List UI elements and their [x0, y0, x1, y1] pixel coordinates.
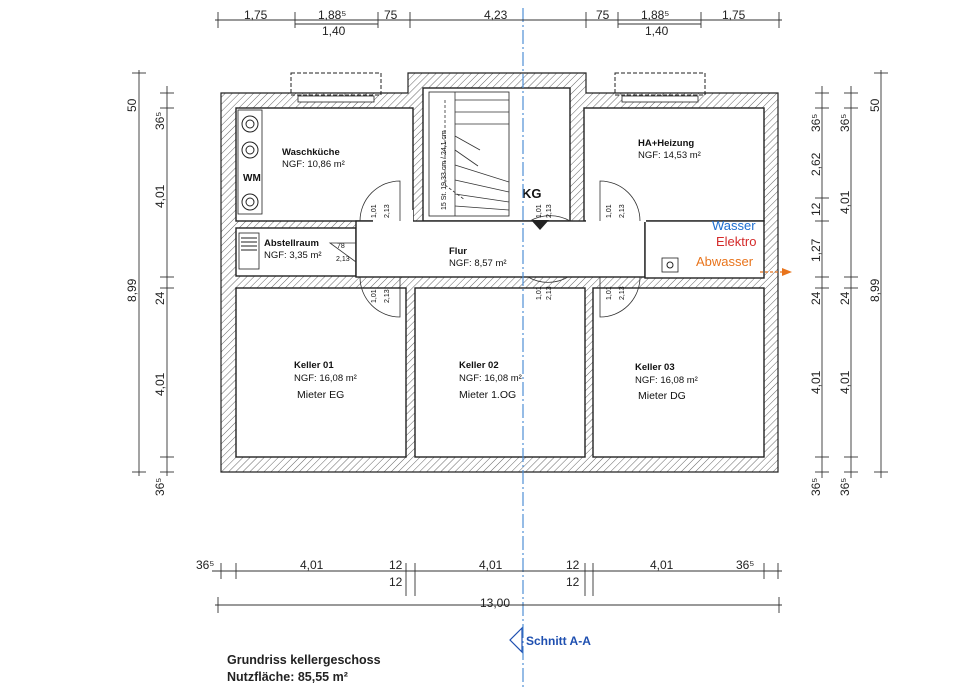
svg-text:36⁵: 36⁵ — [838, 477, 852, 496]
utility-wasser: Wasser — [712, 218, 756, 233]
svg-text:50: 50 — [868, 98, 882, 112]
dimensions-left — [125, 70, 174, 496]
svg-text:24: 24 — [153, 291, 167, 305]
svg-text:2,13: 2,13 — [546, 286, 553, 300]
svg-text:4,01: 4,01 — [650, 558, 674, 572]
arrow-right-icon — [782, 268, 792, 276]
svg-text:2,62: 2,62 — [809, 152, 823, 176]
section-arrow-icon — [510, 628, 522, 652]
svg-text:1,01: 1,01 — [371, 204, 378, 218]
utility-elektro: Elektro — [716, 234, 757, 249]
washing-machine-icon: WM — [243, 173, 261, 184]
svg-text:13,00: 13,00 — [480, 596, 511, 610]
svg-text:1,40: 1,40 — [645, 24, 669, 38]
room-area: NGF: 14,53 m² — [638, 150, 701, 161]
svg-text:36⁵: 36⁵ — [838, 113, 852, 132]
room-area: NGF: 16,08 m² — [294, 373, 357, 384]
room-area: NGF: 16,08 m² — [459, 373, 522, 384]
section-label: Schnitt A-A — [526, 634, 591, 648]
svg-text:1,01: 1,01 — [606, 286, 613, 300]
svg-text:2,13: 2,13 — [546, 204, 553, 218]
level-label: KG — [522, 186, 542, 201]
svg-text:12: 12 — [389, 558, 403, 572]
svg-text:4,23: 4,23 — [484, 8, 508, 22]
svg-text:12: 12 — [566, 558, 580, 572]
room-name: Waschküche — [282, 147, 340, 158]
utility-abwasser: Abwasser — [696, 254, 754, 269]
room-name: Keller 02 — [459, 360, 499, 371]
svg-text:2,13: 2,13 — [384, 204, 391, 218]
svg-text:4,01: 4,01 — [153, 184, 167, 208]
svg-text:1,40: 1,40 — [322, 24, 346, 38]
svg-text:1,01: 1,01 — [536, 204, 543, 218]
svg-text:2,13: 2,13 — [384, 289, 391, 303]
svg-text:4,01: 4,01 — [153, 372, 167, 396]
svg-text:4,01: 4,01 — [838, 370, 852, 394]
svg-text:4,01: 4,01 — [479, 558, 503, 572]
room-user: Mieter EG — [297, 389, 345, 401]
svg-text:1,01: 1,01 — [536, 286, 543, 300]
svg-text:4,01: 4,01 — [809, 370, 823, 394]
svg-text:75: 75 — [384, 8, 398, 22]
room-area: NGF: 8,57 m² — [449, 258, 507, 269]
svg-text:12: 12 — [566, 575, 580, 589]
svg-text:8,99: 8,99 — [868, 278, 882, 302]
svg-text:24: 24 — [838, 291, 852, 305]
svg-text:2,13: 2,13 — [336, 256, 350, 263]
room-keller-03 — [593, 288, 764, 457]
svg-text:4,01: 4,01 — [838, 190, 852, 214]
svg-text:75: 75 — [596, 8, 610, 22]
title-line-2: Nutzfläche: 85,55 m² — [227, 670, 348, 684]
svg-text:1,01: 1,01 — [606, 204, 613, 218]
title-line-1: Grundriss kellergeschoss — [227, 653, 381, 667]
plan-title — [227, 653, 381, 684]
room-name: Keller 03 — [635, 362, 675, 373]
room-name: Keller 01 — [294, 360, 334, 371]
svg-text:36⁵: 36⁵ — [153, 111, 167, 130]
dimensions-top — [215, 8, 782, 38]
svg-text:36⁵: 36⁵ — [809, 113, 823, 132]
svg-text:8,99: 8,99 — [125, 278, 139, 302]
svg-text:78: 78 — [337, 243, 345, 250]
room-user: Mieter DG — [638, 390, 686, 402]
svg-text:1,01: 1,01 — [371, 289, 378, 303]
svg-text:12: 12 — [809, 202, 823, 216]
svg-text:1,27: 1,27 — [809, 238, 823, 262]
room-name: HA+Heizung — [638, 138, 695, 149]
dimensions-bottom — [196, 558, 782, 613]
room-area: NGF: 3,35 m² — [264, 250, 322, 261]
svg-text:2,13: 2,13 — [619, 204, 626, 218]
svg-text:1,88⁵: 1,88⁵ — [318, 8, 347, 22]
svg-text:36⁵: 36⁵ — [809, 477, 823, 496]
svg-text:12: 12 — [389, 575, 403, 589]
room-area: NGF: 10,86 m² — [282, 159, 345, 170]
svg-text:36⁵: 36⁵ — [153, 477, 167, 496]
room-name: Abstellraum — [264, 238, 319, 249]
dimensions-right — [809, 70, 888, 496]
svg-text:36⁵: 36⁵ — [736, 558, 755, 572]
svg-text:4,01: 4,01 — [300, 558, 324, 572]
svg-text:24: 24 — [809, 291, 823, 305]
svg-text:50: 50 — [125, 98, 139, 112]
svg-text:1,88⁵: 1,88⁵ — [641, 8, 670, 22]
svg-text:36⁵: 36⁵ — [196, 558, 215, 572]
room-user: Mieter 1.OG — [459, 389, 517, 401]
room-name: Flur — [449, 246, 467, 257]
stair-label: 15 St. 19,33 cm / 24,1 cm — [441, 130, 448, 210]
room-area: NGF: 16,08 m² — [635, 375, 698, 386]
svg-text:1,75: 1,75 — [722, 8, 746, 22]
svg-text:2,13: 2,13 — [619, 286, 626, 300]
svg-text:1,75: 1,75 — [244, 8, 268, 22]
